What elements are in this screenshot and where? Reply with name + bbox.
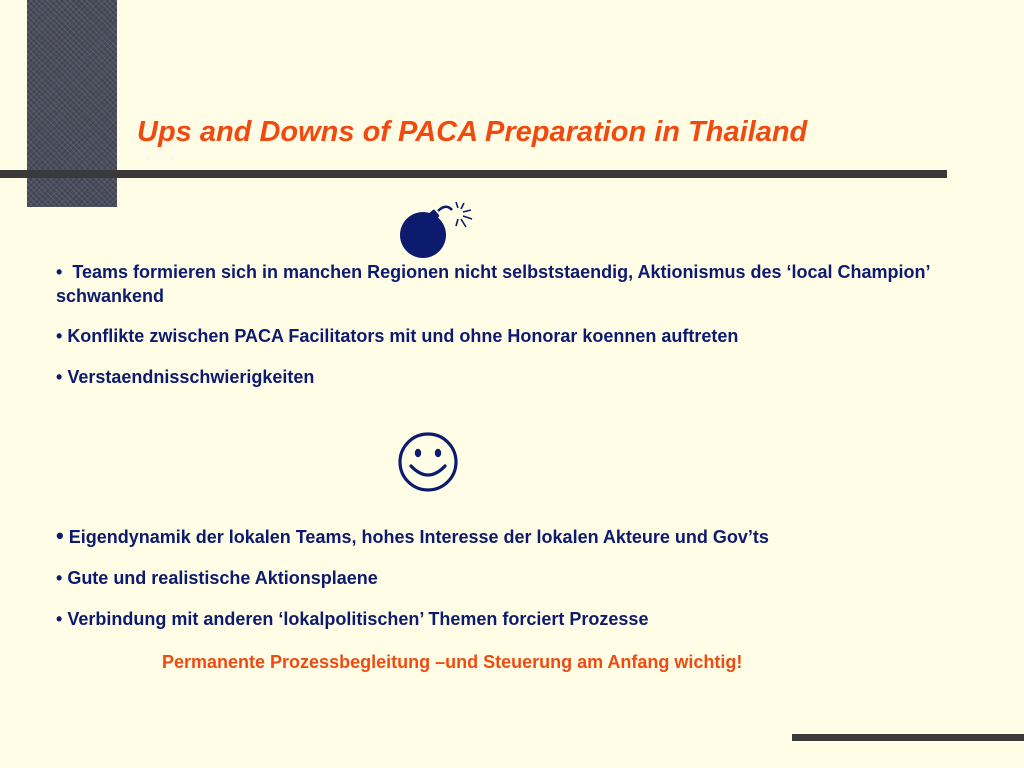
bullet-icon: • bbox=[56, 568, 63, 588]
ups-item-text: Gute und realistische Aktionsplaene bbox=[67, 568, 378, 588]
conclusion-text: Permanente Prozessbegleitung –und Steuerung am Anfang wichtig! bbox=[162, 652, 743, 672]
slide-title: Ups and Downs of PACA Preparation in Thailand bbox=[137, 116, 808, 148]
downs-item-text: Konflikte zwischen PACA Facilitators mit und ohne Honorar koennen auftreten bbox=[67, 326, 739, 346]
bomb-icon bbox=[396, 200, 480, 262]
bullet-icon: • bbox=[56, 609, 63, 629]
downs-item-text: Verstaendnisschwierigkeiten bbox=[67, 367, 315, 387]
downs-item-text: Teams formieren sich in manchen Regionen nicht selbststaendig, Aktionismus des ‘local Champion’ schwankend bbox=[56, 262, 930, 306]
ups-item bbox=[56, 607, 996, 631]
downs-item bbox=[56, 365, 996, 389]
bullet-icon: • bbox=[56, 523, 64, 548]
footer-divider bbox=[792, 734, 1024, 741]
downs-item bbox=[56, 324, 996, 348]
ups-item-text: Eigendynamik der lokalen Teams, hohes Interesse der lokalen Akteure und Gov’ts bbox=[68, 527, 769, 547]
ups-item bbox=[56, 524, 996, 549]
bullet-icon: • bbox=[56, 326, 63, 346]
ups-list bbox=[56, 524, 996, 631]
downs-item bbox=[56, 260, 996, 308]
ups-item bbox=[56, 566, 996, 590]
bullet-icon: • bbox=[56, 367, 63, 387]
bullet-icon: • bbox=[56, 262, 63, 282]
title-divider bbox=[0, 170, 947, 178]
smiley-icon bbox=[392, 430, 464, 494]
downs-list bbox=[56, 260, 996, 389]
ups-item-text: Verbindung mit anderen ‘lokalpolitischen’ Themen forciert Prozesse bbox=[67, 609, 649, 629]
